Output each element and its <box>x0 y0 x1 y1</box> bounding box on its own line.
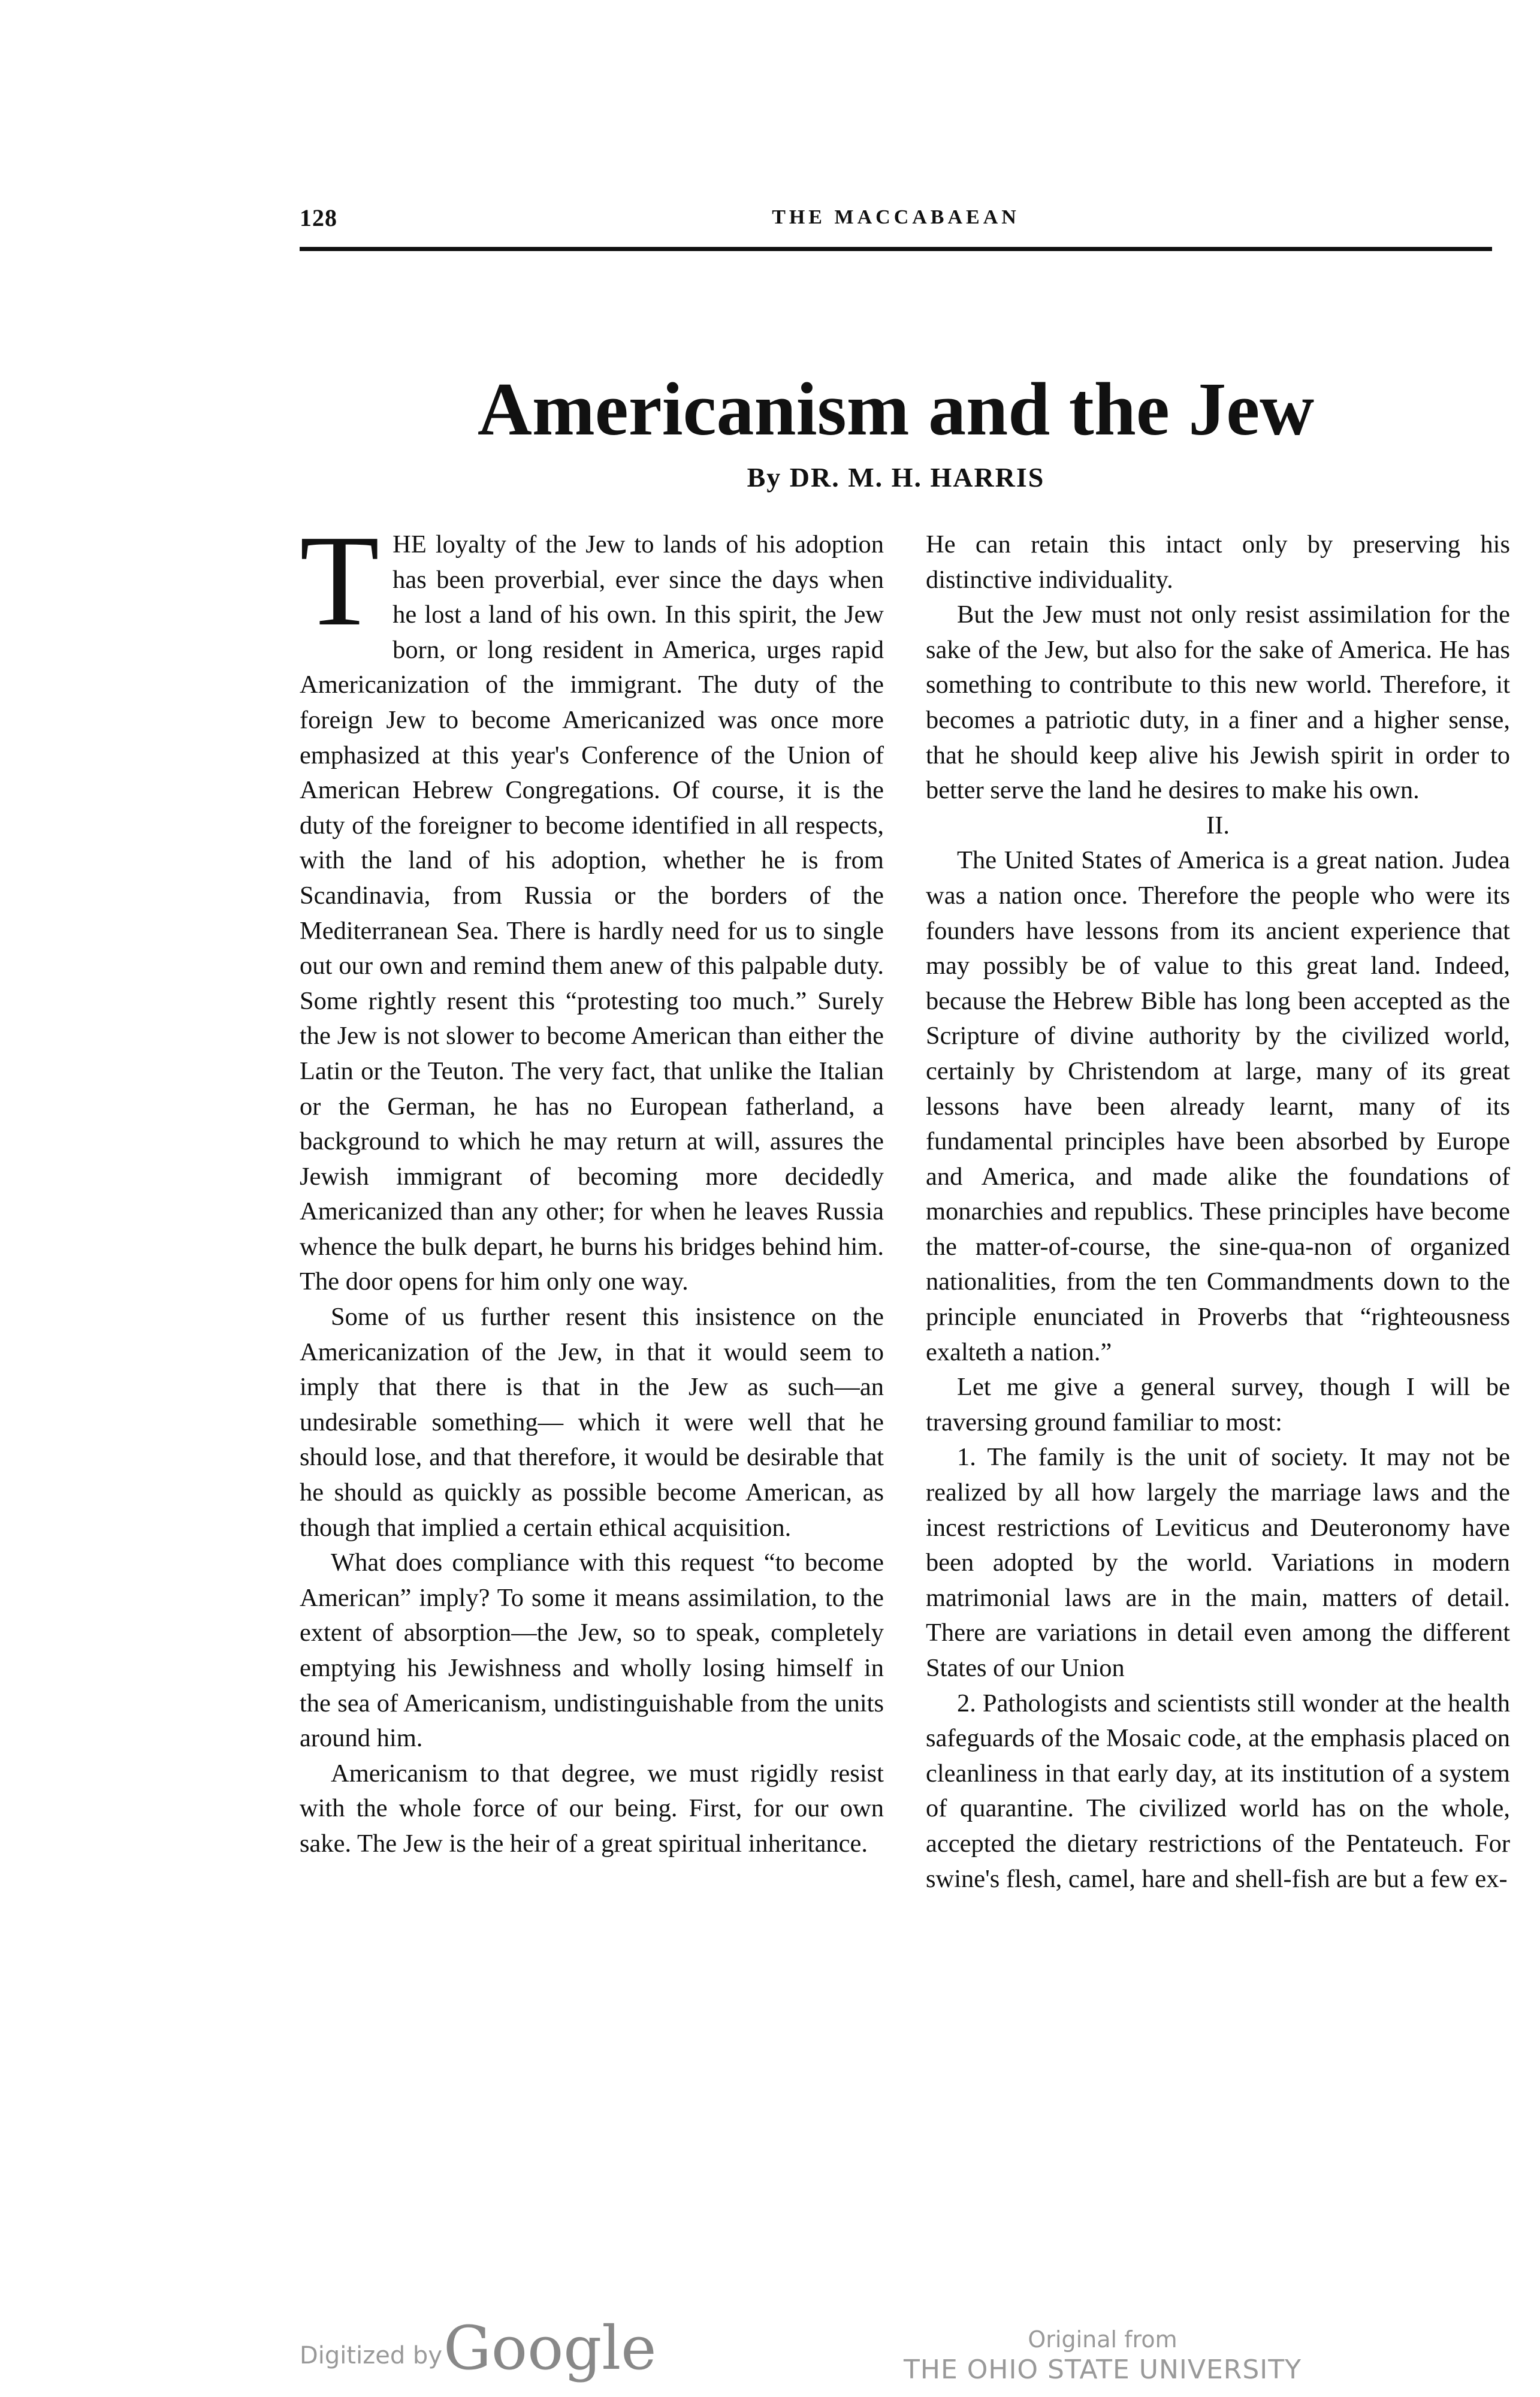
section-heading: II. <box>1206 811 1230 840</box>
paragraph: Some of us further resent this insistence on the Americanization of the Jew, in that it would seem to imply that there is that in the Jew as such—an undesirable something— which it were well that he should lose, and that therefore, it would be desirable that he should as quickly as possible become American, as though that implied a certain ethical acquisition. <box>300 1303 884 1542</box>
drop-cap: T <box>300 509 380 653</box>
digitized-by-label: Digitized by <box>300 2342 442 2369</box>
paragraph <box>300 509 884 1300</box>
running-header <box>300 204 1492 246</box>
paragraph: He can retain this intact only by preserving his distinctive individuality. <box>926 530 1510 594</box>
paragraph-text: HE loyalty of the Jew to lands of his adoption has been proverbial, ever since the days when he lost a land of his own. In this spirit, the Jew born, or long resident in America, urges rapid Americanization of the immigrant. The duty of the foreign Jew to become Americanized was once more emphasized at this year's Conference of the Union of American Hebrew Congregations. Of course, it is the duty of the foreigner to become identified in all respects, with the land of his adoption, whether he is from Scandinavia, from Russia or the borders of the Mediterranean Sea. There is hardly need for us to single out our own and remind them anew of this palpable duty. Some rightly resent this “protesting too much.” Surely the Jew is not slower to become American than either the Latin or the Teuton. The very fact, that unlike the Italian or the German, he has no European fatherland, a background to which he may return at will, assures the Jewish immigrant of becoming more decidedly Americanized than any other; for when he leaves Russia whence the bulk depart, he burns his bridges behind him. The door opens for him only one way. <box>300 530 884 1296</box>
header-rule <box>300 247 1492 251</box>
paragraph: The United States of America is a great nation. Judea was a nation once. Therefore the people who were its founders have lessons from its ancient experience that may possibly be of value to this great land. Indeed, because the Hebrew Bible has long been accepted as the Scripture of divine authority by the civilized world, certainly by Christendom at large, many of its great lessons have been already learnt, many of its fundamental principles have been absorbed by Europe and America, and made alike the foundations of monarchies and republics. These principles have become the matter-of-course, the sine-qua-non of organized nationalities, from the ten Commandments down to the principle enunciated in Proverbs that “righteousness exalteth a nation.” <box>926 846 1510 1366</box>
running-head-title: THE MACCABAEAN <box>772 206 1020 228</box>
google-logo: Google <box>443 2313 657 2383</box>
paragraph: Let me give a general survey, though I will be traversing ground familiar to most: <box>926 1373 1510 1436</box>
paragraph: Americanism to that degree, we must rigidly resist with the whole force of our being. First, for our own sake. The Jew is the heir of a great spiritual inheritance. <box>300 1759 884 1858</box>
paragraph: But the Jew must not only resist assimilation for the sake of the Jew, but also for the sake of America. He has something to contribute to this new world. Therefore, it becomes a patriotic duty, in a finer and a higher sense, that he should keep alive his Jewish spirit in order to better serve the land he desires to make his own. <box>926 600 1510 805</box>
source-attribution <box>881 2325 1324 2386</box>
page-number: 128 <box>300 204 337 231</box>
left-column <box>300 509 884 1862</box>
article-byline: By DR. M. H. HARRIS <box>747 462 1045 493</box>
original-from-label: Original from <box>1028 2326 1177 2353</box>
paragraph: What does compliance with this request “to become American” imply? To some it means assimilation, to the extent of absorption—the Jew, so to speak, completely emptying his Jewishness and wholly losing himself in the sea of Americanism, undistinguishable from the units around him. <box>300 1548 884 1753</box>
paragraph: 1. The family is the unit of society. It may not be realized by all how largely the marriage laws and the incest restrictions of Leviticus and Deuteronomy have been adopted by the world. Variations in modern matrimonial laws are in the main, matters of detail. There are variations in detail even among the different States of our Union <box>926 1443 1510 1682</box>
article-title: Americanism and the Jew <box>477 368 1315 451</box>
university-name: THE OHIO STATE UNIVERSITY <box>903 2354 1302 2385</box>
paragraph: 2. Pathologists and scientists still wonder at the health safeguards of the Mosaic code, at the emphasis placed on cleanliness in that early day, at its institution of a system of quarantine. The civilized world has on the whole, accepted the dietary restrictions of the Pentateuch. For swine's flesh, camel, hare and shell-fish are but a few ex- <box>926 1689 1510 1893</box>
right-column <box>926 527 1510 1897</box>
